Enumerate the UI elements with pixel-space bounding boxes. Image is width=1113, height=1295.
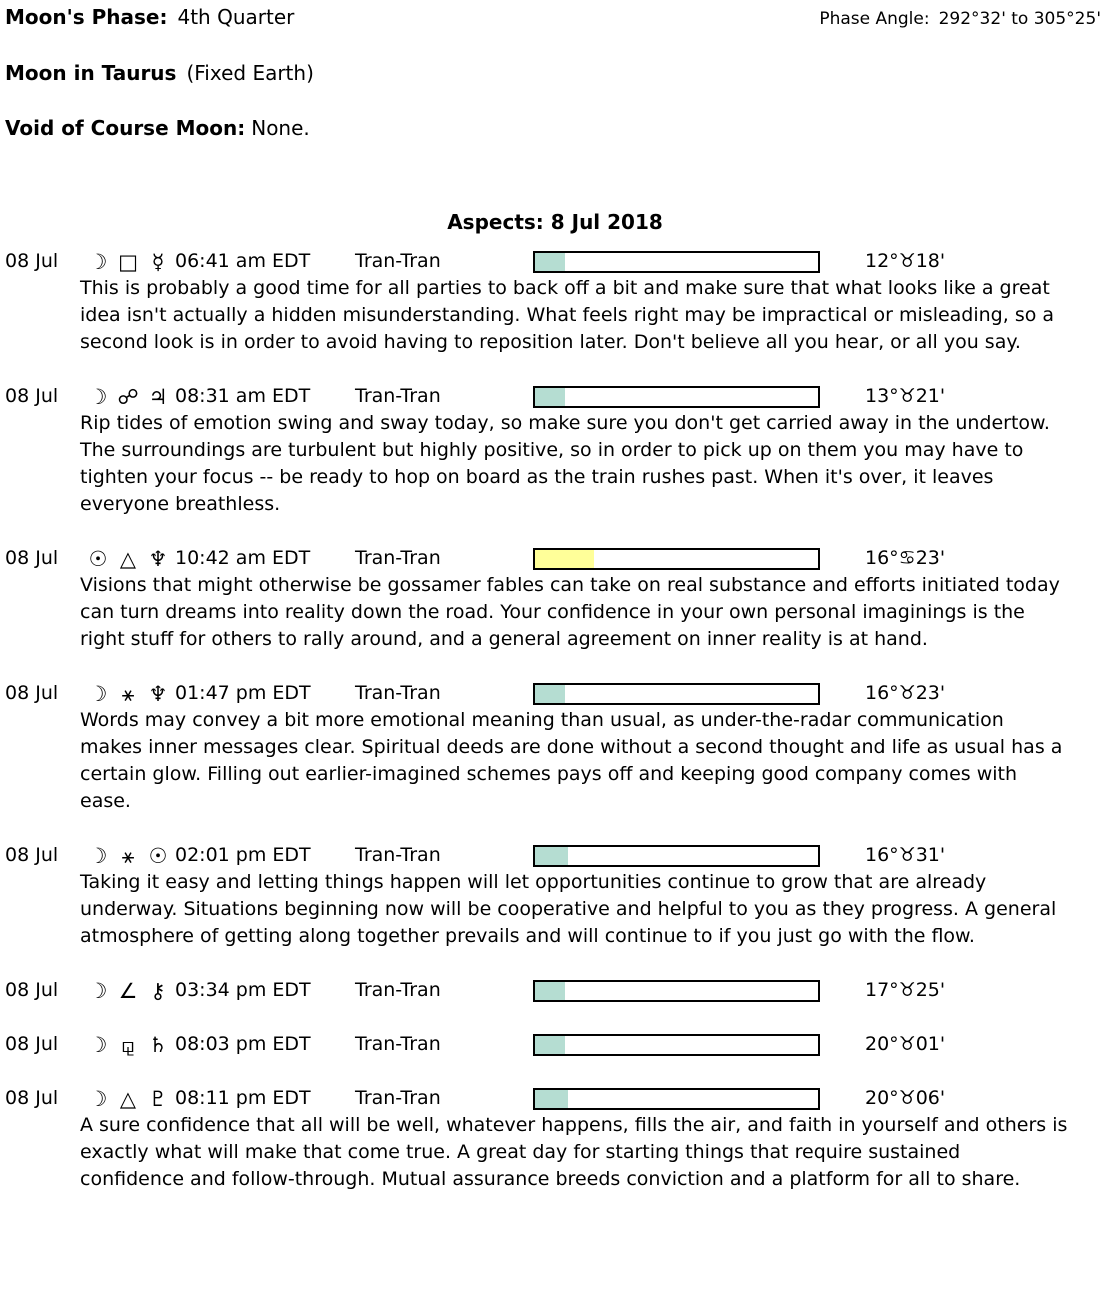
aspect-date: 08 Jul <box>5 1033 59 1055</box>
aspects-list <box>5 248 1105 1193</box>
aspect-glyphs <box>83 250 175 274</box>
orb-bar-fill <box>535 685 565 703</box>
aspect-entry <box>5 383 1105 518</box>
aspect-row <box>5 383 1105 410</box>
aspect-entry <box>5 248 1105 356</box>
moon-sign-line <box>5 60 1105 88</box>
sun-icon: ☉ <box>148 843 168 868</box>
aspect-time: 02:01 pm EDT <box>175 844 311 866</box>
moon-sign-value: (Fixed Earth) <box>186 61 314 85</box>
aspect-position: 17°♉25' <box>865 979 946 1001</box>
aspect-type: Tran-Tran <box>355 844 441 866</box>
aspect-glyphs <box>83 979 175 1003</box>
pluto-icon: ♇ <box>148 1086 168 1111</box>
opposition-aspect-icon: ☍ <box>117 384 139 409</box>
trine-aspect-icon: △ <box>119 1086 137 1111</box>
aspect-time: 08:03 pm EDT <box>175 1033 311 1055</box>
aspect-type: Tran-Tran <box>355 1033 441 1055</box>
aspect-time: 03:34 pm EDT <box>175 979 311 1001</box>
trine-aspect-icon: △ <box>119 546 137 571</box>
aspect-type: Tran-Tran <box>355 1087 441 1109</box>
void-of-course-value: None. <box>251 116 310 140</box>
mercury-icon: ☿ <box>151 249 165 274</box>
aspect-glyphs <box>83 385 175 409</box>
aspect-entry <box>5 1085 1105 1193</box>
semisquare-aspect-icon: ∠ <box>118 978 138 1003</box>
aspect-date: 08 Jul <box>5 547 59 569</box>
orb-bar <box>533 1088 820 1110</box>
aspect-entry <box>5 842 1105 950</box>
aspect-type: Tran-Tran <box>355 979 441 1001</box>
aspects-title: Aspects: 8 Jul 2018 <box>447 210 663 234</box>
aspect-glyphs <box>83 1087 175 1111</box>
neptune-icon: ♆ <box>148 681 168 706</box>
aspect-description: Taking it easy and letting things happen will let opportunities continue to grow that are already underway. Situations beginning now will be cooperative and helpful to you as they progress. A general atmosphere of getting along together prevails and will continue to if you just go with the flow. <box>80 871 1057 947</box>
phase-angle-label: Phase Angle: <box>819 9 930 29</box>
moon-icon: ☽ <box>88 1032 108 1057</box>
void-of-course-line <box>5 115 1105 143</box>
aspect-position: 20°♉01' <box>865 1033 946 1055</box>
aspect-position: 12°♉18' <box>865 250 946 272</box>
orb-bar <box>533 548 820 570</box>
aspect-time: 10:42 am EDT <box>175 547 311 569</box>
moon-icon: ☽ <box>88 978 108 1003</box>
moons-phase-line <box>5 4 294 32</box>
jupiter-icon: ♃ <box>148 384 168 409</box>
moon-icon: ☽ <box>88 384 108 409</box>
orb-bar <box>533 980 820 1002</box>
moon-icon: ☽ <box>88 1086 108 1111</box>
square-aspect-icon: □ <box>118 249 138 274</box>
void-of-course-label: Void of Course Moon: <box>5 116 246 140</box>
aspect-time: 08:11 pm EDT <box>175 1087 311 1109</box>
aspect-description: Words may convey a bit more emotional meaning than usual, as under-the-radar communication makes inner messages clear. Spiritual deeds are done without a second thought and life as usual has a certain glow. Filling out earlier-imagined schemes pays off and keeping good company comes with ease. <box>80 709 1063 812</box>
aspect-row <box>5 842 1105 869</box>
sun-icon: ☉ <box>88 546 108 571</box>
aspect-entry <box>5 977 1105 1004</box>
aspect-date: 08 Jul <box>5 385 59 407</box>
sextile-aspect-icon: ⚹ <box>121 681 135 706</box>
aspect-description: Rip tides of emotion swing and sway today, so make sure you don't get carried away in the undertow. The surroundings are turbulent but highly positive, so in order to pick up on them you may have to tighten your focus -- be ready to hop on board as the train rushes past. When it's over, it leaves everyone breathless. <box>80 412 1050 515</box>
aspect-type: Tran-Tran <box>355 547 441 569</box>
orb-bar <box>533 1034 820 1056</box>
aspect-date: 08 Jul <box>5 682 59 704</box>
aspect-entry <box>5 1031 1105 1058</box>
aspect-date: 08 Jul <box>5 979 59 1001</box>
moon-sign-label: Moon in Taurus <box>5 61 177 85</box>
aspect-position: 20°♉06' <box>865 1087 946 1109</box>
neptune-icon: ♆ <box>148 546 168 571</box>
aspect-position: 13°♉21' <box>865 385 946 407</box>
aspect-date: 08 Jul <box>5 250 59 272</box>
orb-bar-fill <box>535 550 594 568</box>
aspect-description: A sure confidence that all will be well, whatever happens, fills the air, and faith in yourself and others is exactly what will make that come true. A great day for starting things that require sustained confidence and follow-through. Mutual assurance breeds conviction and a platform for all to share. <box>80 1114 1068 1190</box>
moons-phase-label: Moon's Phase: <box>5 5 168 29</box>
moon-icon: ☽ <box>88 249 108 274</box>
aspect-type: Tran-Tran <box>355 250 441 272</box>
orb-bar <box>533 683 820 705</box>
orb-bar <box>533 845 820 867</box>
aspect-row <box>5 545 1105 572</box>
aspect-time: 01:47 pm EDT <box>175 682 311 704</box>
saturn-icon: ♄ <box>148 1032 168 1057</box>
aspect-type: Tran-Tran <box>355 385 441 407</box>
aspect-row <box>5 680 1105 707</box>
aspect-glyphs <box>83 547 175 571</box>
aspect-glyphs <box>83 844 175 868</box>
aspect-time: 06:41 am EDT <box>175 250 311 272</box>
aspect-row <box>5 1085 1105 1112</box>
aspect-position: 16°♋23' <box>865 547 946 569</box>
chiron-icon: ⚷ <box>150 978 166 1003</box>
orb-bar-fill <box>535 253 565 271</box>
aspect-description: This is probably a good time for all parties to back off a bit and make sure that what looks like a great idea isn't actually a hidden misunderstanding. What feels right may be impractical or misleading, so a second look is in order to avoid having to reposition later. Don't believe all you hear, or all you say. <box>80 277 1055 353</box>
aspect-description: Visions that might otherwise be gossamer fables can take on real substance and efforts initiated today can turn dreams into reality down the road. Your confidence in your own personal imaginings is the right stuff for others to rally around, and a general agreement on inner reality is at hand. <box>80 574 1060 650</box>
aspect-row <box>5 1031 1105 1058</box>
orb-bar <box>533 386 820 408</box>
phase-angle <box>819 4 1105 33</box>
aspect-row <box>5 977 1105 1004</box>
orb-bar <box>533 251 820 273</box>
aspect-glyphs <box>83 1033 175 1057</box>
report-header <box>5 4 1105 33</box>
aspect-position: 16°♉31' <box>865 844 946 866</box>
aspect-time: 08:31 am EDT <box>175 385 311 407</box>
orb-bar-fill <box>535 847 568 865</box>
sextile-aspect-icon: ⚹ <box>121 843 135 868</box>
aspect-type: Tran-Tran <box>355 682 441 704</box>
moon-icon: ☽ <box>88 681 108 706</box>
aspect-glyphs <box>83 682 175 706</box>
aspect-position: 16°♉23' <box>865 682 946 704</box>
orb-bar-fill <box>535 388 565 406</box>
orb-bar-fill <box>535 1036 565 1054</box>
moon-icon: ☽ <box>88 843 108 868</box>
moons-phase-value: 4th Quarter <box>177 5 295 29</box>
aspect-date: 08 Jul <box>5 844 59 866</box>
orb-bar-fill <box>535 1090 568 1108</box>
aspect-date: 08 Jul <box>5 1087 59 1109</box>
phase-angle-value: 292°32' to 305°25' <box>938 9 1101 29</box>
aspect-entry <box>5 680 1105 815</box>
orb-bar-fill <box>535 982 565 1000</box>
aspect-row <box>5 248 1105 275</box>
sesquiquadrate-aspect-icon: ⚼ <box>120 1032 136 1057</box>
aspect-entry <box>5 545 1105 653</box>
